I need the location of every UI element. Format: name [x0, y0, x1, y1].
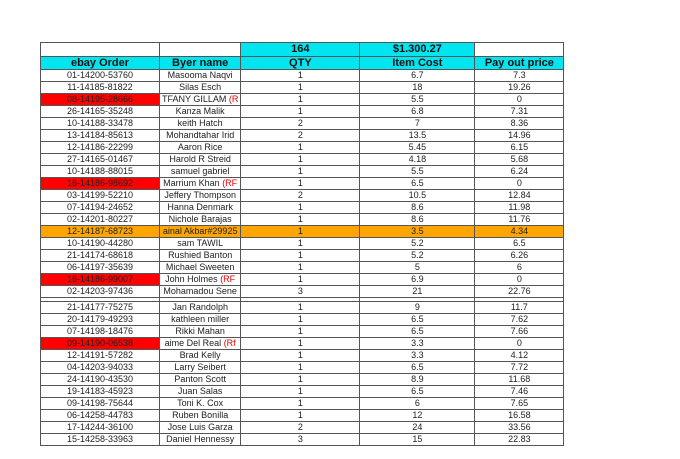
buyer-name-cell[interactable] [160, 154, 241, 166]
qty-cell[interactable]: 1 [241, 70, 360, 82]
item-cost-cell[interactable]: 8.9 [360, 374, 475, 386]
table-row [41, 106, 564, 118]
table-row [41, 118, 564, 130]
table-row [41, 410, 564, 422]
qty-cell[interactable]: 1 [241, 226, 360, 238]
payout-cell[interactable]: 33.56 [475, 422, 564, 434]
refund-marker: (RF [217, 274, 236, 284]
buyer-name-text: Silas Esch [179, 82, 222, 92]
payout-cell[interactable]: 6.26 [475, 250, 564, 262]
payout-cell[interactable]: 7.72 [475, 362, 564, 374]
table-row [41, 386, 564, 398]
buyer-name-text: ainal Akbar#29925 [162, 226, 238, 236]
order-id-cell[interactable]: 24-14190-43530 [41, 374, 160, 386]
buyer-name-cell[interactable] [160, 82, 241, 94]
qty-cell[interactable]: 1 [241, 262, 360, 274]
table-row [41, 250, 564, 262]
item-cost-cell[interactable]: 21 [360, 286, 475, 298]
buyer-name-text: Juan Salas [177, 386, 223, 396]
total-cost-cell[interactable]: $1.300.27 [360, 43, 475, 57]
buyer-name-text: TFANY GILLAM [162, 94, 227, 104]
payout-cell[interactable]: 4.12 [475, 350, 564, 362]
payout-cell[interactable]: 6.24 [475, 166, 564, 178]
buyer-name-text: keith Hatch [177, 118, 223, 128]
qty-cell[interactable]: 2 [241, 118, 360, 130]
payout-cell[interactable]: 7.62 [475, 314, 564, 326]
order-id-cell[interactable]: 10-14188-88015 [41, 166, 160, 178]
qty-cell[interactable]: 1 [241, 250, 360, 262]
header-item-cost[interactable]: Item Cost [360, 57, 475, 70]
payout-cell[interactable]: 5.68 [475, 154, 564, 166]
order-id-cell[interactable]: 27-14165-01467 [41, 154, 160, 166]
buyer-name-cell[interactable] [160, 142, 241, 154]
payout-cell[interactable]: 22.83 [475, 434, 564, 446]
qty-cell[interactable]: 1 [241, 410, 360, 422]
buyer-name-text: Kanza Malik [175, 106, 225, 116]
buyer-name-cell[interactable] [160, 350, 241, 362]
buyer-name-cell[interactable] [160, 386, 241, 398]
payout-cell[interactable]: 11.7 [475, 302, 564, 314]
item-cost-cell[interactable]: 5.45 [360, 142, 475, 154]
buyer-name-cell[interactable] [160, 302, 241, 314]
buyer-name-cell[interactable] [160, 190, 241, 202]
qty-cell[interactable]: 1 [241, 154, 360, 166]
payout-cell[interactable]: 6.5 [475, 238, 564, 250]
table-row [41, 190, 564, 202]
item-cost-cell[interactable]: 3.3 [360, 350, 475, 362]
qty-cell[interactable]: 2 [241, 130, 360, 142]
buyer-name-text: Ruben Bonilla [172, 410, 229, 420]
payout-cell[interactable]: 7.3 [475, 70, 564, 82]
order-id-cell[interactable]: 21-14174-68618 [41, 250, 160, 262]
payout-cell[interactable]: 12.84 [475, 190, 564, 202]
item-cost-cell[interactable]: 6.5 [360, 314, 475, 326]
buyer-name-cell[interactable] [160, 178, 241, 190]
payout-cell[interactable]: 0 [475, 178, 564, 190]
order-id-cell[interactable]: 07-14198-18476 [41, 326, 160, 338]
payout-cell[interactable]: 0 [475, 94, 564, 106]
header-ebay-order[interactable]: ebay Order [41, 57, 160, 70]
refund-marker: (R [226, 94, 239, 104]
table-row [41, 314, 564, 326]
order-id-cell[interactable]: 12-14186-22299 [41, 142, 160, 154]
buyer-name-cell[interactable] [160, 118, 241, 130]
item-cost-cell[interactable]: 6.5 [360, 178, 475, 190]
item-cost-cell[interactable]: 5 [360, 262, 475, 274]
buyer-name-cell[interactable] [160, 314, 241, 326]
payout-cell[interactable]: 11.68 [475, 374, 564, 386]
item-cost-cell[interactable]: 6.5 [360, 326, 475, 338]
payout-cell[interactable]: 14.96 [475, 130, 564, 142]
table-row [41, 154, 564, 166]
qty-cell[interactable]: 1 [241, 350, 360, 362]
order-id-cell[interactable]: 01-14200-53760 [41, 70, 160, 82]
buyer-name-text: Jan Randolph [172, 302, 228, 312]
qty-cell[interactable]: 1 [241, 178, 360, 190]
order-id-cell[interactable]: 06-14258-44783 [41, 410, 160, 422]
item-cost-cell[interactable]: 8.6 [360, 202, 475, 214]
buyer-name-text: Nichole Barajas [168, 214, 232, 224]
buyer-name-cell[interactable] [160, 374, 241, 386]
column-header-row [41, 57, 564, 70]
order-id-cell[interactable]: 16-14186-99007 [41, 274, 160, 286]
item-cost-cell[interactable]: 6.5 [360, 362, 475, 374]
qty-cell[interactable]: 1 [241, 142, 360, 154]
table-row [41, 350, 564, 362]
item-cost-cell[interactable]: 6.5 [360, 386, 475, 398]
payout-cell[interactable]: 6.15 [475, 142, 564, 154]
payout-cell[interactable]: 11.98 [475, 202, 564, 214]
refund-marker: (RF [219, 178, 238, 188]
qty-cell[interactable]: 1 [241, 362, 360, 374]
buyer-name-text: Jeffery Thompson [164, 190, 237, 200]
sheet-body [41, 43, 564, 446]
table-row [41, 302, 564, 314]
buyer-name-text: Aaron Rice [177, 142, 223, 152]
payout-cell[interactable]: 7.46 [475, 386, 564, 398]
order-id-cell[interactable]: 03-14199-52210 [41, 190, 160, 202]
buyer-name-text: Mohamadou Sene [163, 286, 237, 296]
table-row [41, 178, 564, 190]
buyer-name-text: sam TAWIL [177, 238, 224, 248]
buyer-name-text: Daniel Hennessy [166, 434, 235, 444]
buyer-name-text: Harold R Streid [169, 154, 231, 164]
table-row [41, 166, 564, 178]
order-id-cell[interactable]: 08-14195-28666 [41, 94, 160, 106]
buyer-name-cell[interactable] [160, 262, 241, 274]
buyer-name-cell[interactable] [160, 398, 241, 410]
payout-cell[interactable]: 16.58 [475, 410, 564, 422]
item-cost-cell[interactable]: 15 [360, 434, 475, 446]
order-id-cell[interactable]: 26-14165-35248 [41, 106, 160, 118]
buyer-name-text: Rushied Banton [168, 250, 233, 260]
buyer-name-cell[interactable] [160, 238, 241, 250]
table-row [41, 374, 564, 386]
buyer-name-text: Toni K. Cox [177, 398, 224, 408]
table-row [41, 274, 564, 286]
buyer-name-text: Michael Sweeten [165, 262, 235, 272]
item-cost-cell[interactable]: 13.5 [360, 130, 475, 142]
buyer-name-cell[interactable] [160, 274, 241, 286]
order-id-cell[interactable]: 02-14201-80227 [41, 214, 160, 226]
buyer-name-cell[interactable] [160, 250, 241, 262]
qty-cell[interactable]: 1 [241, 314, 360, 326]
refund-marker: (Rf [221, 338, 236, 348]
payout-cell[interactable]: 11.76 [475, 214, 564, 226]
qty-cell[interactable]: 1 [241, 202, 360, 214]
buyer-name-cell[interactable] [160, 202, 241, 214]
item-cost-cell[interactable]: 8.6 [360, 214, 475, 226]
qty-cell[interactable]: 1 [241, 302, 360, 314]
qty-cell[interactable]: 3 [241, 434, 360, 446]
buyer-name-cell[interactable] [160, 106, 241, 118]
payout-cell[interactable]: 7.31 [475, 106, 564, 118]
table-row [41, 338, 564, 350]
order-id-cell[interactable]: 06-14197-35639 [41, 262, 160, 274]
buyer-name-text: John Holmes [165, 274, 218, 284]
buyer-name-text: Larry Seibert [174, 362, 226, 372]
order-id-cell[interactable]: 19-14183-45923 [41, 386, 160, 398]
qty-cell[interactable]: 2 [241, 422, 360, 434]
table-row [41, 362, 564, 374]
header-payout-price[interactable]: Pay out price [475, 57, 564, 70]
order-id-cell[interactable]: 12-14191-57282 [41, 350, 160, 362]
order-id-cell[interactable]: 17-14244-36100 [41, 422, 160, 434]
order-id-cell[interactable]: 02-14203-97436 [41, 286, 160, 298]
payout-cell[interactable]: 7.65 [475, 398, 564, 410]
order-id-cell[interactable]: 16-14186-98692 [41, 178, 160, 190]
table-row [41, 130, 564, 142]
table-row [41, 262, 564, 274]
item-cost-cell[interactable]: 6.9 [360, 274, 475, 286]
buyer-name-text: Panton Scott [174, 374, 226, 384]
buyer-name-cell[interactable] [160, 70, 241, 82]
buyer-name-text: samuel gabriel [170, 166, 230, 176]
qty-cell[interactable]: 1 [241, 338, 360, 350]
qty-cell[interactable]: 1 [241, 374, 360, 386]
payout-cell[interactable]: 4.34 [475, 226, 564, 238]
item-cost-cell[interactable]: 5.5 [360, 166, 475, 178]
item-cost-cell[interactable]: 5.5 [360, 94, 475, 106]
buyer-name-cell[interactable] [160, 226, 241, 238]
buyer-name-cell[interactable] [160, 434, 241, 446]
table-row [41, 422, 564, 434]
order-id-cell[interactable]: 09-14198-75644 [41, 398, 160, 410]
payout-cell[interactable]: 7.66 [475, 326, 564, 338]
item-cost-cell[interactable]: 6.8 [360, 106, 475, 118]
buyer-name-cell[interactable] [160, 338, 241, 350]
summary-blank-cell[interactable] [475, 43, 564, 57]
buyer-name-cell[interactable] [160, 362, 241, 374]
order-id-cell[interactable]: 12-14187-68723 [41, 226, 160, 238]
buyer-name-cell[interactable] [160, 326, 241, 338]
item-cost-cell[interactable]: 18 [360, 82, 475, 94]
qty-cell[interactable]: 1 [241, 106, 360, 118]
order-id-cell[interactable]: 10-14188-33478 [41, 118, 160, 130]
qty-cell[interactable]: 1 [241, 326, 360, 338]
qty-cell[interactable]: 2 [241, 190, 360, 202]
qty-total-cell[interactable]: 164 [241, 43, 360, 57]
qty-cell[interactable]: 1 [241, 166, 360, 178]
buyer-name-cell[interactable] [160, 286, 241, 298]
qty-cell[interactable]: 1 [241, 398, 360, 410]
buyer-name-text: Brad Kelly [179, 350, 221, 360]
order-id-cell[interactable]: 10-14190-44280 [41, 238, 160, 250]
table-row [41, 70, 564, 82]
qty-cell[interactable]: 3 [241, 286, 360, 298]
payout-cell[interactable]: 22.76 [475, 286, 564, 298]
order-id-cell[interactable]: 11-14185-81822 [41, 82, 160, 94]
buyer-name-text: Marrium Khan [163, 178, 220, 188]
item-cost-cell[interactable]: 6.7 [360, 70, 475, 82]
table-row [41, 82, 564, 94]
payout-cell[interactable]: 0 [475, 338, 564, 350]
buyer-name-cell[interactable] [160, 410, 241, 422]
table-row [41, 238, 564, 250]
buyer-name-text: Masooma Naqvi [167, 70, 233, 80]
item-cost-cell[interactable]: 3.3 [360, 338, 475, 350]
table-row [41, 202, 564, 214]
buyer-name-cell[interactable] [160, 130, 241, 142]
item-cost-cell[interactable]: 7 [360, 118, 475, 130]
item-cost-cell[interactable]: 3.5 [360, 226, 475, 238]
order-id-cell[interactable]: 07-14194-24652 [41, 202, 160, 214]
buyer-name-cell[interactable] [160, 422, 241, 434]
buyer-name-text: Rikki Mahan [175, 326, 225, 336]
order-id-cell[interactable]: 15-14258-33963 [41, 434, 160, 446]
table-row [41, 398, 564, 410]
item-cost-cell[interactable]: 12 [360, 410, 475, 422]
buyer-name-text: Mohandtahar Irid [166, 130, 235, 140]
item-cost-cell[interactable]: 9 [360, 302, 475, 314]
order-id-cell[interactable]: 21-14177-75275 [41, 302, 160, 314]
qty-cell[interactable]: 1 [241, 386, 360, 398]
qty-cell[interactable]: 1 [241, 94, 360, 106]
buyer-name-text: kathleen miller [171, 314, 230, 324]
table-row [41, 214, 564, 226]
payout-cell[interactable]: 0 [475, 274, 564, 286]
header-buyer-name[interactable]: Byer name [160, 57, 241, 70]
summary-blank-cell[interactable] [41, 43, 160, 57]
table-row [41, 434, 564, 446]
buyer-name-cell[interactable] [160, 94, 241, 106]
buyer-name-text: Jose Luis Garza [167, 422, 233, 432]
payout-cell[interactable]: 19.26 [475, 82, 564, 94]
buyer-name-cell[interactable] [160, 214, 241, 226]
summary-row [41, 43, 564, 57]
table-row [41, 326, 564, 338]
qty-cell[interactable]: 1 [241, 238, 360, 250]
item-cost-cell[interactable]: 10.5 [360, 190, 475, 202]
order-id-cell[interactable]: 04-14203-94033 [41, 362, 160, 374]
order-id-cell[interactable]: 20-14179-49293 [41, 314, 160, 326]
item-cost-cell[interactable]: 6 [360, 398, 475, 410]
buyer-name-text: Hanna Denmark [167, 202, 233, 212]
buyer-name-text: aime Del Real [164, 338, 222, 348]
item-cost-cell[interactable]: 5.2 [360, 250, 475, 262]
payout-cell[interactable]: 6 [475, 262, 564, 274]
qty-cell[interactable]: 1 [241, 214, 360, 226]
order-id-cell[interactable]: 13-14184-85613 [41, 130, 160, 142]
summary-blank-cell[interactable] [160, 43, 241, 57]
header-qty[interactable]: QTY [241, 57, 360, 70]
table-row [41, 94, 564, 106]
qty-cell[interactable]: 1 [241, 274, 360, 286]
table-row [41, 142, 564, 154]
orders-sheet [40, 42, 564, 446]
item-cost-cell[interactable]: 5.2 [360, 238, 475, 250]
table-row [41, 226, 564, 238]
buyer-name-cell[interactable] [160, 166, 241, 178]
table-row [41, 286, 564, 298]
payout-cell[interactable]: 8.36 [475, 118, 564, 130]
order-id-cell[interactable]: 09-14190-06538 [41, 338, 160, 350]
item-cost-cell[interactable]: 24 [360, 422, 475, 434]
qty-cell[interactable]: 1 [241, 82, 360, 94]
item-cost-cell[interactable]: 4.18 [360, 154, 475, 166]
